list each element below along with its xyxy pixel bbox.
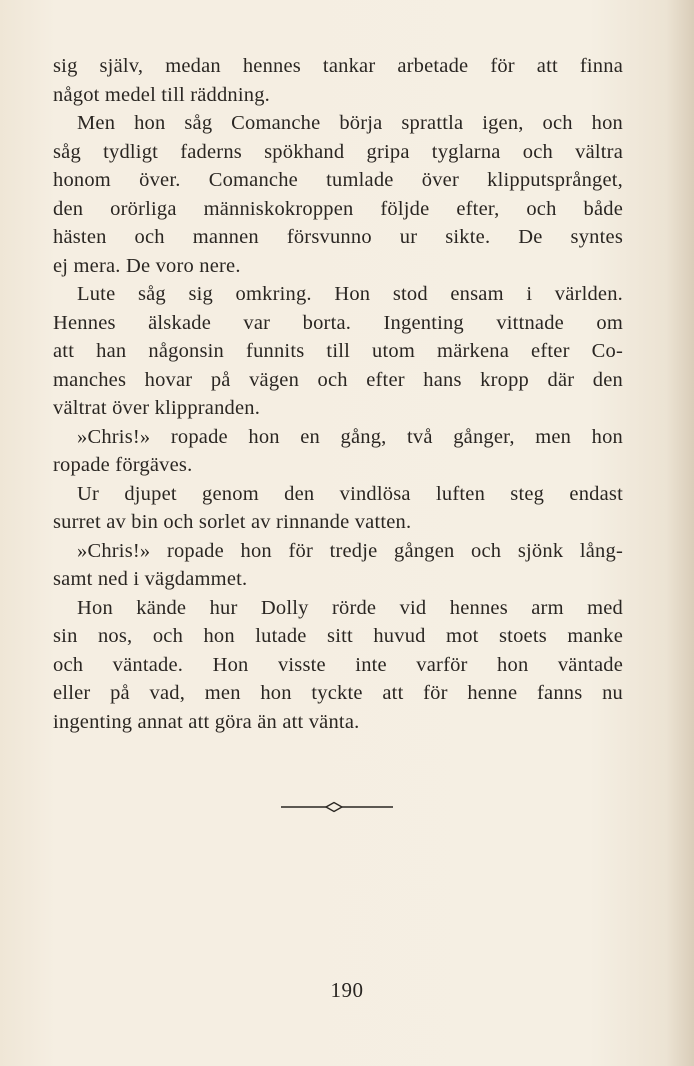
text-line: såg tydligt faderns spökhand gripa tyglarna och vältra — [53, 140, 623, 163]
text-line: honom över. Comanche tumlade över klipputsprånget, — [53, 169, 623, 191]
text-line: att han någonsin funnits till utom märkena efter Co- — [53, 340, 623, 362]
section-divider-ornament — [281, 801, 393, 813]
text-line: Men hon såg Comanche börja sprattla igen, och hon — [77, 112, 623, 134]
text-line: surret av bin och sorlet av rinnande vatten. — [53, 511, 412, 533]
page-number: 190 — [330, 978, 364, 1002]
text-line: vältrat över klippranden. — [53, 397, 261, 419]
text-line: sin nos, och hon lutade sitt huvud mot stoets manke — [53, 625, 623, 647]
text-line: något medel till räddning. — [53, 83, 270, 106]
text-line: sig själv, medan hennes tankar arbetade för att finna — [53, 55, 623, 77]
text-line: »Chris!» ropade hon för tredje gången och sjönk lång- — [77, 539, 623, 562]
text-line: Lute såg sig omkring. Hon stod ensam i världen. — [77, 283, 623, 305]
text-line: den orörliga människokroppen följde efter, och både — [53, 197, 623, 220]
text-line: samt ned i vägdammet. — [53, 568, 248, 590]
text-line: eller på vad, men hon tyckte att för henne fanns nu — [53, 682, 623, 704]
text-line: och väntade. Hon visste inte varför hon väntade — [53, 653, 623, 676]
text-line: ej mera. De voro nere. — [53, 254, 241, 277]
text-line: ingenting annat att göra än att vänta. — [53, 710, 360, 733]
text-line: ropade förgäves. — [53, 454, 193, 476]
text-line: Hennes älskade var borta. Ingenting vittnade om — [53, 311, 623, 334]
text-line: »Chris!» ropade hon en gång, två gånger, men hon — [77, 425, 623, 448]
text-line: hästen och mannen försvunno ur sikte. De syntes — [53, 226, 623, 248]
text-line: manches hovar på vägen och efter hans kropp där den — [53, 368, 623, 391]
body-text — [53, 52, 623, 736]
text-line: Hon kände hur Dolly rörde vid hennes arm med — [77, 596, 623, 619]
text-line: Ur djupet genom den vindlösa luften steg endast — [77, 482, 623, 505]
